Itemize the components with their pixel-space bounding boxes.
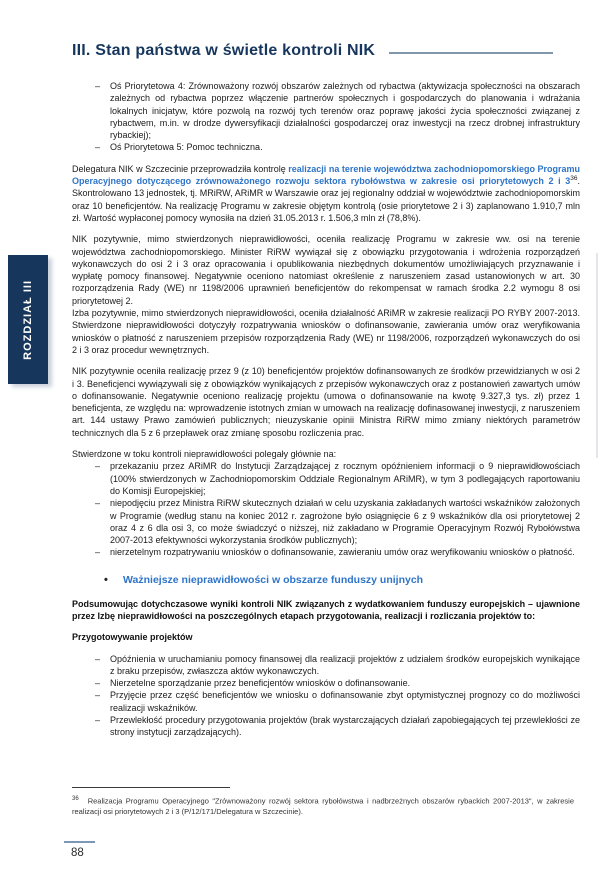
header: [72, 42, 553, 60]
title-rule: [389, 52, 553, 54]
summary-paragraph: Podsumowując dotychczasowe wyniki kontroli NIK związanych z wydatkowaniem funduszy europejskich – ujawnione przez Izbę nieprawidłowości na poszczególnych etapach przygotowania, realizacji i rozliczania projektów to:: [72, 598, 580, 621]
page-number: 88: [71, 847, 84, 859]
chapter-tab: [8, 255, 48, 384]
list-item: – niepodjęciu przez Ministra RiRW skutecznych działań w celu uzyskania zakładanych wartości wskaźników założonych w Programie (według stanu na koniec 2012 r. zagrożone było osiągnięcie 6 z 9 wskaźników dla osi priorytetowej 2 oraz 4 z 6 dla osi 3, co może świadczyć o niższej, niż zakładano w Programie Operacyjnym Rozwój Rybołówstwa 2007-2013 efektywności wykorzystania środków publicznych);: [72, 497, 580, 546]
para-delegatura-lead: Delegatura NIK w Szczecinie przeprowadziła kontrolę: [72, 163, 289, 174]
footnote-text: Realizacja Programu Operacyjnego "Zrównoważony rozwój sektora rybołówstwa i nadbrzeżnych obszarów rybackich 2007-2013", w zakresie realizacji osi priorytetowych 2 i 3 (P/12/171/Delegatura w Szczecinie).: [72, 796, 574, 816]
priority-axes-list: [72, 80, 580, 154]
chapter-tab-label: ROZDZIAŁ III: [22, 279, 34, 360]
para-delegatura-rest: . Skontrolowano 13 jednostek, tj. MRiRW, ARiMR w Warszawie oraz jej regionalny oddział w województwie zachodniopomorskim oraz 10 beneficjentów. Na realizację Programu w zakresie objętym kontrolą (osie priorytetowe 2 i 3) zaplanowano 1.910,7 mln zł. Wartość wypłaconej pomocy wynosiła na dzień 31.05.2013 r. 1.506,3 mln zł (78,8%).: [72, 176, 580, 223]
list-item: – Oś Priorytetowa 5: Pomoc techniczna.: [72, 141, 580, 153]
list-item: – przekazaniu przez ARiMR do Instytucji Zarządzającej z rocznym opóźnieniem informacji o 9 nieprawidłowościach (100% stwierdzonych w Zachodniopomorskim Oddziale Regionalnym ARiMR), w tym 3 podlegających raportowaniu do Komisji Europejskiej;: [72, 460, 580, 497]
para-program-assessment: NIK pozytywnie, mimo stwierdzonych nieprawidłowości, oceniła realizację Programu w zakresie ww. osi na terenie województwa zachodniopomorskiego. Minister RiRW wywiązał się z obowiązku przygotowania i wdrożenia rozporządzeń wykonawczych do osi 2 i 3 oraz opracowania i opublikowania niezbędnych dokumentów umożliwiających przyznawanie i wypłatę pomocy finansowej. Negatywnie oceniono natomiast określenie z naruszeniem zasad ustanowionych w art. 30 rozporządzenia Rady (WE) nr 1198/2006 uprawnień beneficjentów do rekompensat w ramach środka 2.2 wymogu 8 osi priorytetowej 2.: [72, 234, 580, 306]
para-arimr-assessment: Izba pozytywnie, mimo stwierdzonych nieprawidłowości, oceniła działalność ARiMR w zakresie realizacji PO RYBY 2007-2013. Stwierdzone nieprawidłowości dotyczyły rozpatrywania wniosków o dofinansowanie, zawierania umów oraz weryfikowania wniosków o płatność z naruszeniem przepisów rozporządzenia Rady (WE) nr 1198/2006, rozporządzeń wykonawczych do osi 2 i 3 oraz procedur wewnętrznych.: [72, 308, 580, 355]
findings-intro: Stwierdzone w toku kontroli nieprawidłowości polegały głównie na:: [72, 449, 337, 460]
list-item: – Opóźnienia w uruchamianiu pomocy finansowej dla realizacji projektów z udziałem środków europejskich wynikające z braku przepisów, zwłaszcza aktów wykonawczych.: [72, 653, 580, 678]
list-item: – Przyjęcie przez część beneficjentów we wniosku o dofinansowanie zbyt optymistycznej prognozy co do możliwości realizacji wskaźników.: [72, 689, 580, 714]
project-preparation-heading: Przygotowywanie projektów: [72, 632, 193, 643]
footnote: [72, 794, 574, 817]
footer-rule: [64, 841, 95, 843]
page-title: III. Stan państwa w świetle kontroli NIK: [72, 42, 376, 59]
list-item: – Przewlekłość procedury przygotowania projektów (brak wystarczających działań zapobiegających tej przewlekłości ze strony instytucji zarządzających).: [72, 714, 580, 739]
findings-list: [72, 460, 580, 558]
list-item: – Oś Priorytetowa 4: Zrównoważony rozwój obszarów zależnych od rybactwa (aktywizacja społeczności na obszarach zależnych od rybactwa poprzez włączenie partnerów społecznych i gospodarczych do planowania i wdrażania lokalnych inicjatyw, które pozwolą na rozwój tych terenów oraz poprawę jakości życia społeczności związanej z rybactwem, m.in. w drodze dywersyfikacji działalności gospodarczej oraz inwestycji na rzecz drobnej infrastruktury rybackiej);: [72, 80, 580, 141]
section-bullet-heading: • Ważniejsze nieprawidłowości w obszarze funduszy unijnych: [72, 574, 580, 587]
para-beneficiaries: NIK pozytywnie oceniła realizację przez 9 (z 10) beneficjentów projektów dofinansowanych ze środków przewidzianych w osi 2 i 3. Beneficjenci wywiązywali się z obowiązków wynikających z przepisów wykonawczych oraz z postanowień zawartych umów o dofinansowanie. Negatywnie oceniono realizację projektu (umowa o dofinansowanie na kwotę 9.327,3 tys. zł) przez 1 beneficjenta, ze względu na: wprowadzenie istotnych zmian w umowach na realizację dofinasowanej inwestycji, z naruszeniem art. 144 ustawy Prawo zamówień publicznych; nieuzyskanie opinii Ministra RiRW mimo zmiany niektórych parametrów technicznych dla 5 z 6 przepławek oraz zmianę sposobu rozliczenia prac.: [72, 366, 580, 438]
para-delegatura: [72, 163, 580, 224]
footnote-separator: [72, 787, 230, 788]
list-item: – Nierzetelne sporządzanie przez beneficjentów wniosków o dofinansowanie.: [72, 677, 580, 689]
content-area: [72, 80, 580, 748]
page-edge-mark: [596, 253, 598, 458]
footnote-ref: 36: [72, 796, 79, 802]
assessment-paragraphs: [72, 233, 580, 356]
project-preparation-list: [72, 653, 580, 739]
list-item: – nierzetelnym rozpatrywaniu wniosków o dofinansowanie, zawieraniu umów oraz weryfikowaniu wniosków o płatność.: [72, 546, 580, 558]
para-delegatura-highlight: realizacji na terenie województwa zachodniopomorskiego Programu Operacyjnego dotyczącego zrównoważonego rozwoju sektora rybołówstwa w zakresie osi priorytetowych 2 i 3: [72, 163, 580, 187]
footnote-ref-inline: 36: [570, 175, 578, 183]
